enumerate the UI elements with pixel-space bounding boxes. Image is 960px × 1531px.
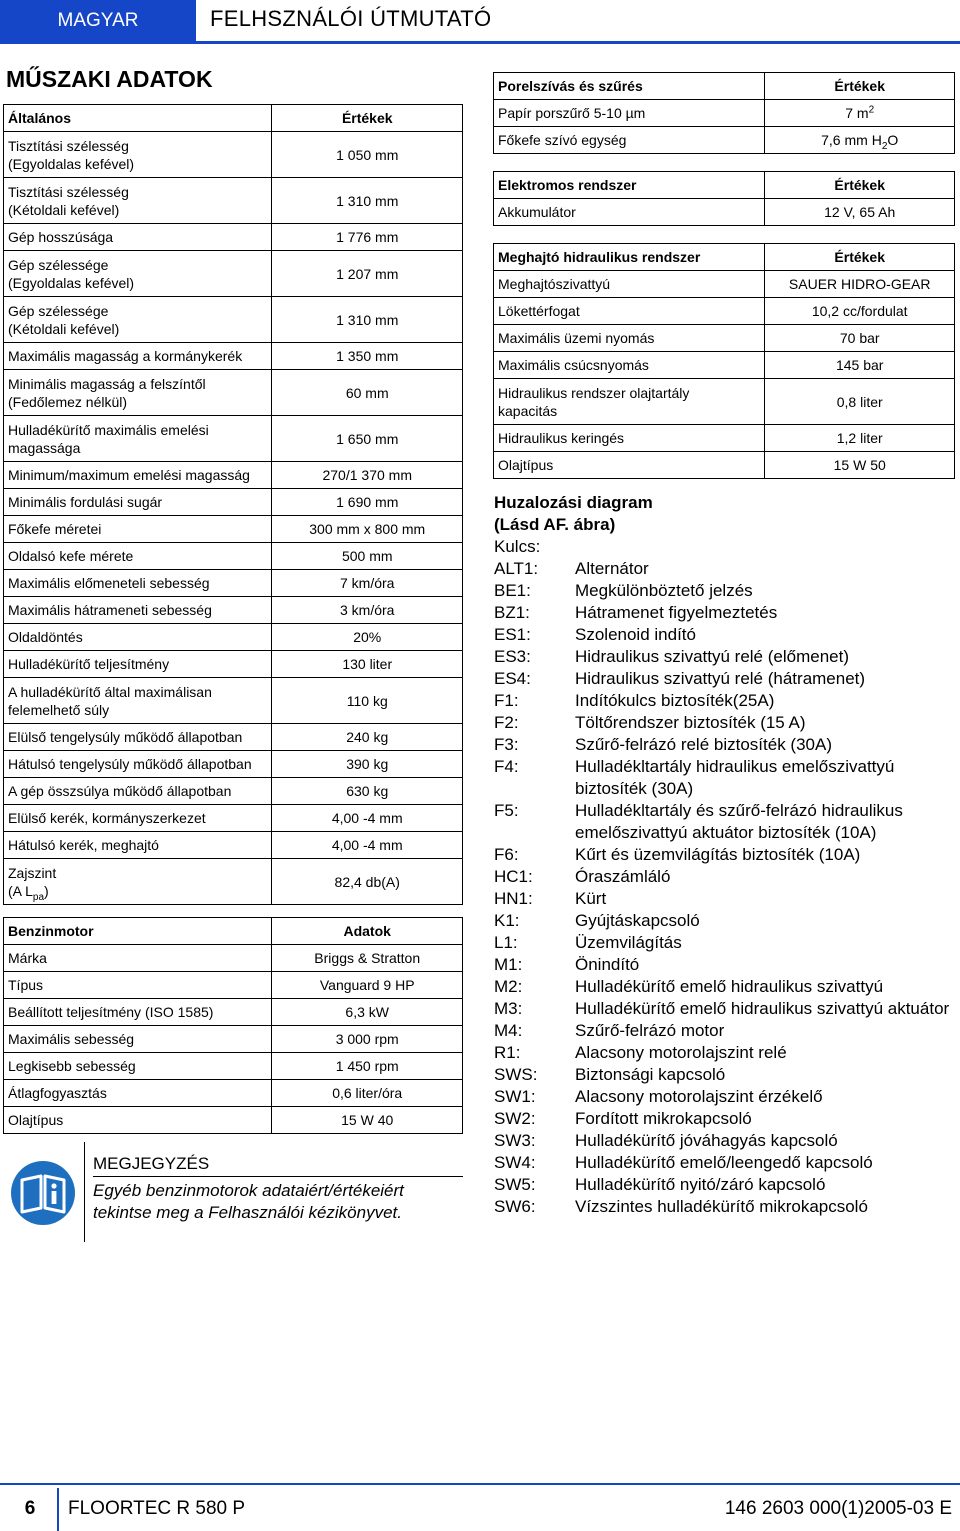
footer-separator <box>57 1488 59 1531</box>
row-label: A gép összsúlya működő állapotban <box>4 778 272 805</box>
legend-description: Óraszámláló <box>575 867 671 886</box>
row-value: 20% <box>272 624 463 651</box>
legend-item <box>494 910 954 932</box>
row-value: 110 kg <box>272 678 463 724</box>
row-label <box>4 251 272 297</box>
legend-code: SW2: <box>494 1109 536 1128</box>
table-row <box>4 972 463 999</box>
row-label: Elülső kerék, kormányszerkezet <box>4 805 272 832</box>
row-value: 240 kg <box>272 724 463 751</box>
wiring-key-label: Kulcs: <box>494 537 541 556</box>
legend-item <box>494 932 954 954</box>
table-row <box>4 516 463 543</box>
table-row <box>494 352 955 379</box>
legend-code: M4: <box>494 1021 523 1040</box>
row-value: 0,6 liter/óra <box>272 1080 463 1107</box>
legend-item <box>494 1064 954 1086</box>
row-value: 1 050 mm <box>272 132 463 178</box>
table-row <box>4 251 463 297</box>
table-row <box>4 805 463 832</box>
legend-item <box>494 602 954 624</box>
row-label <box>4 132 272 178</box>
table-row <box>4 999 463 1026</box>
legend-description: Hulladékürítő emelő hidraulikus szivattyú <box>575 977 884 996</box>
row-label: Zajszint (A $L_{pa}$) <box>4 859 272 905</box>
table-row <box>4 724 463 751</box>
legend-code: ALT1: <box>494 559 539 578</box>
table-row <box>4 343 463 370</box>
row-value: 1,2 liter <box>765 425 955 452</box>
label-line-2: felemelhető súly <box>8 701 110 718</box>
legend-description: Hidraulikus szivattyú relé (hátramenet) <box>575 669 866 688</box>
label-line-2: (Egyoldalas kefével) <box>8 274 135 291</box>
legend-code: HC1: <box>494 867 533 886</box>
row-value: 145 bar <box>765 352 955 379</box>
row-label: Olajtípus <box>4 1107 272 1134</box>
table-row <box>4 1080 463 1107</box>
row-value: 390 kg <box>272 751 463 778</box>
legend-code: M3: <box>494 999 523 1018</box>
table-row <box>4 416 463 462</box>
row-label: Átlagfogyasztás <box>4 1080 272 1107</box>
header-label: Elektromos rendszer <box>494 172 765 199</box>
legend-code: HN1: <box>494 889 533 908</box>
legend-description: Hulladékürítő nyitó/záró kapcsoló <box>575 1175 826 1194</box>
legend-code: SW1: <box>494 1087 536 1106</box>
legend-description: Töltőrendszer biztosíték (15 A) <box>575 713 806 732</box>
legend-description: Vízszintes hulladékürítő mikrokapcsoló <box>575 1197 868 1216</box>
dust-header-label: Porelszívás és szűrés <box>494 73 765 100</box>
legend-description: Hulladékltartály és szűrő-felrázó hidraulikus emelőszivattyú aktuátor biztosíték (10A) <box>575 801 903 842</box>
row-value: 7 $m^2$ <box>765 100 955 127</box>
row-label: Papír porszűrő 5-10 µm <box>494 100 765 127</box>
legend-description: Hulladékürítő jóváhagyás kapcsoló <box>575 1131 838 1150</box>
legend-description: Hátramenet figyelmeztetés <box>575 603 778 622</box>
label-line-1: Gép szélessége <box>8 256 109 273</box>
table-row <box>4 297 463 343</box>
row-value: SAUER HIDRO-GEAR <box>765 271 955 298</box>
legend-item <box>494 624 954 646</box>
noise-row <box>4 859 463 905</box>
row-label: Maximális sebesség <box>4 1026 272 1053</box>
table-row <box>4 224 463 251</box>
note-title: MEGJEGYZÉS <box>93 1154 210 1173</box>
row-label <box>4 297 272 343</box>
row-value: Briggs & Stratton <box>272 945 463 972</box>
legend-description: Hidraulikus szivattyú relé (előmenet) <box>575 647 849 666</box>
note-divider <box>93 1176 463 1177</box>
legend-code: M2: <box>494 977 523 996</box>
table-header-row <box>4 918 463 945</box>
legend-description: Fordított mikrokapcsoló <box>575 1109 752 1128</box>
table-row <box>4 132 463 178</box>
legend-description: Biztonsági kapcsoló <box>575 1065 726 1084</box>
legend-item <box>494 1130 954 1152</box>
row-value: 500 mm <box>272 543 463 570</box>
legend-code: SWS: <box>494 1065 538 1084</box>
legend-item <box>494 1086 954 1108</box>
label-line-2: kapacitás <box>498 402 558 419</box>
legend-description: Megkülönböztető jelzés <box>575 581 753 600</box>
legend-item <box>494 1108 954 1130</box>
legend-description: Szűrő-felrázó relé biztosíték (30A) <box>575 735 832 754</box>
row-value: 4,00 -4 mm <box>272 805 463 832</box>
row-label <box>4 370 272 416</box>
row-label: Hátulsó tengelysúly működő állapotban <box>4 751 272 778</box>
row-value: 15 W 40 <box>272 1107 463 1134</box>
label-line-2: (Fedőlemez nélkül) <box>8 393 128 410</box>
row-label: Lökettérfogat <box>494 298 765 325</box>
manual-title: FELHSZNÁLÓI ÚTMUTATÓ <box>210 6 492 31</box>
legend-item <box>494 1152 954 1174</box>
note-line-2: tekintse meg a Felhasználói kézikönyvet. <box>93 1203 402 1222</box>
row-label: Maximális üzemi nyomás <box>494 325 765 352</box>
label-line-2: magassága <box>8 439 81 456</box>
table-row <box>494 271 955 298</box>
legend-description: Alternátor <box>575 559 649 578</box>
legend-item <box>494 866 954 888</box>
table-row <box>4 651 463 678</box>
legend-item <box>494 1020 954 1042</box>
table-header-row <box>4 105 463 132</box>
row-value: 3 000 rpm <box>272 1026 463 1053</box>
manual-info-icon <box>10 1160 76 1226</box>
row-value: 1 310 mm <box>272 297 463 343</box>
table-row <box>4 678 463 724</box>
row-value: 1 776 mm <box>272 224 463 251</box>
legend-description: Alacsony motorolajszint relé <box>575 1043 787 1062</box>
row-label: Hidraulikus keringés <box>494 425 765 452</box>
document-code: 146 2603 000(1)2005-03 E <box>724 1498 952 1519</box>
row-label <box>4 678 272 724</box>
row-value: 7,6 mm $H_2O$ <box>765 127 955 154</box>
note-box <box>84 1142 465 1242</box>
model-name: FLOORTEC R 580 P <box>68 1498 246 1519</box>
table-row <box>4 543 463 570</box>
label-line-2: (Kétoldali kefével) <box>8 320 120 337</box>
legend-item <box>494 558 954 580</box>
legend-code: ES4: <box>494 669 531 688</box>
legend-item <box>494 954 954 976</box>
dust-header-row <box>494 73 955 100</box>
legend-item <box>494 756 954 800</box>
row-label: Maximális csúcsnyomás <box>494 352 765 379</box>
table-row <box>4 570 463 597</box>
row-label: Hátulsó kerék, meghajtó <box>4 832 272 859</box>
language-tab: MAGYAR <box>0 0 196 41</box>
table-row <box>4 462 463 489</box>
general-specs-table <box>3 104 463 905</box>
table-row <box>494 325 955 352</box>
section-title: MŰSZAKI ADATOK <box>6 66 213 92</box>
legend-description: Kűrt és üzemvilágítás biztosíték (10A) <box>575 845 861 864</box>
hydraulic-table <box>493 243 955 479</box>
table-row <box>494 100 955 127</box>
row-label: Maximális előmeneteli sebesség <box>4 570 272 597</box>
legend-code: F1: <box>494 691 519 710</box>
label-line-1: Tisztítási szélesség <box>8 183 129 200</box>
label-line-2: (Egyoldalas kefével) <box>8 155 135 172</box>
dust-header-value: Értékek <box>765 73 955 100</box>
row-value: Vanguard 9 HP <box>272 972 463 999</box>
row-value: 60 mm <box>272 370 463 416</box>
legend-code: F2: <box>494 713 519 732</box>
row-value: 0,8 liter <box>765 379 955 425</box>
table-row <box>494 425 955 452</box>
label-line-1: Gép szélessége <box>8 302 109 319</box>
row-value: 4,00 -4 mm <box>272 832 463 859</box>
row-label: Maximális hátrameneti sebesség <box>4 597 272 624</box>
table-row <box>494 379 955 425</box>
legend-description: Hulladékürítő emelő/leengedő kapcsoló <box>575 1153 873 1172</box>
legend-item <box>494 844 954 866</box>
legend-code: SW4: <box>494 1153 536 1172</box>
row-label <box>4 416 272 462</box>
header-value: Értékek <box>272 105 463 132</box>
header-value: Értékek <box>765 244 955 271</box>
legend-item <box>494 976 954 998</box>
legend-item <box>494 712 954 734</box>
row-value: 3 km/óra <box>272 597 463 624</box>
legend-item <box>494 734 954 756</box>
row-value: 1 690 mm <box>272 489 463 516</box>
table-row <box>4 945 463 972</box>
legend-code: BZ1: <box>494 603 530 622</box>
legend-code: L1: <box>494 933 518 952</box>
header-label: Meghajtó hidraulikus rendszer <box>494 244 765 271</box>
row-label: Elülső tengelysúly működő állapotban <box>4 724 272 751</box>
table-row <box>494 199 955 226</box>
header-value: Adatok <box>272 918 463 945</box>
table-row <box>4 1053 463 1080</box>
legend-description: Alacsony motorolajszint érzékelő <box>575 1087 823 1106</box>
row-value: 1 450 rpm <box>272 1053 463 1080</box>
table-row <box>4 832 463 859</box>
legend-code: BE1: <box>494 581 531 600</box>
wiring-list <box>494 558 954 1218</box>
row-label: Meghajtószivattyú <box>494 271 765 298</box>
header-value: Értékek <box>765 172 955 199</box>
dust-filter-table <box>493 72 955 154</box>
table-row <box>4 1107 463 1134</box>
legend-item <box>494 998 954 1020</box>
legend-item <box>494 888 954 910</box>
page-number: 6 <box>24 1498 36 1519</box>
legend-code: F3: <box>494 735 519 754</box>
legend-description: Üzemvilágítás <box>575 933 682 952</box>
legend-item <box>494 1174 954 1196</box>
label-line-1: Tisztítási szélesség <box>8 137 129 154</box>
legend-code: F4: <box>494 757 519 776</box>
legend-code: SW6: <box>494 1197 536 1216</box>
table-row <box>4 1026 463 1053</box>
row-value: 6,3 kW <box>272 999 463 1026</box>
label-line-1: Hidraulikus rendszer olajtartály <box>498 384 690 401</box>
table-row <box>4 489 463 516</box>
row-value: 7 km/óra <box>272 570 463 597</box>
engine-specs-table <box>3 917 463 1134</box>
row-value: 630 kg <box>272 778 463 805</box>
row-label <box>4 178 272 224</box>
row-label: Oldaldöntés <box>4 624 272 651</box>
legend-item <box>494 800 954 844</box>
row-label: Hulladékürítő teljesítmény <box>4 651 272 678</box>
legend-description: Hulladékürítő emelő hidraulikus szivattyú aktuátor <box>575 999 950 1018</box>
row-value: 1 310 mm <box>272 178 463 224</box>
note-line-1: Egyéb benzinmotorok adataiért/értékeiért <box>93 1181 404 1200</box>
legend-description: Kürt <box>575 889 607 908</box>
legend-item <box>494 1196 954 1218</box>
wiring-legend <box>494 492 954 1218</box>
legend-description: Indítókulcs biztosíték(25A) <box>575 691 775 710</box>
table-row <box>494 127 955 154</box>
row-label: Olajtípus <box>494 452 765 479</box>
legend-code: F6: <box>494 845 519 864</box>
row-label: Oldalsó kefe mérete <box>4 543 272 570</box>
legend-code: SW3: <box>494 1131 536 1150</box>
row-value: 1 207 mm <box>272 251 463 297</box>
row-label: Márka <box>4 945 272 972</box>
header-label: Benzinmotor <box>4 918 272 945</box>
row-value: 70 bar <box>765 325 955 352</box>
row-value: 300 mm x 800 mm <box>272 516 463 543</box>
row-label: Gép hosszúsága <box>4 224 272 251</box>
legend-description: Szűrő-felrázó motor <box>575 1021 725 1040</box>
legend-code: K1: <box>494 911 520 930</box>
row-value: 130 liter <box>272 651 463 678</box>
table-header-row <box>494 172 955 199</box>
row-value: 1 350 mm <box>272 343 463 370</box>
note-text <box>93 1180 404 1224</box>
legend-item <box>494 1042 954 1064</box>
legend-item <box>494 646 954 668</box>
label-line-2: (Kétoldali kefével) <box>8 201 120 218</box>
legend-item <box>494 690 954 712</box>
wiring-reference: (Lásd AF. ábra) <box>494 515 616 534</box>
electric-table <box>493 171 955 226</box>
legend-code: M1: <box>494 955 523 974</box>
row-label: Akkumulátor <box>494 199 765 226</box>
row-value: 10,2 cc/fordulat <box>765 298 955 325</box>
table-row <box>4 751 463 778</box>
row-value: 15 W 50 <box>765 452 955 479</box>
row-value: 1 650 mm <box>272 416 463 462</box>
row-value: 12 V, 65 Ah <box>765 199 955 226</box>
table-row <box>4 778 463 805</box>
table-row <box>4 624 463 651</box>
table-row <box>4 370 463 416</box>
legend-code: R1: <box>494 1043 521 1062</box>
legend-description: Gyújtáskapcsoló <box>575 911 700 930</box>
row-label: Beállított teljesítmény (ISO 1585) <box>4 999 272 1026</box>
footer-divider <box>0 1483 960 1485</box>
table-row <box>4 178 463 224</box>
row-value: 270/1 370 mm <box>272 462 463 489</box>
legend-item <box>494 580 954 602</box>
row-label: Főkefe szívó egység <box>494 127 765 154</box>
row-label: Minimális fordulási sugár <box>4 489 272 516</box>
legend-code: ES3: <box>494 647 531 666</box>
row-label <box>494 379 765 425</box>
table-row <box>4 597 463 624</box>
row-label: Legkisebb sebesség <box>4 1053 272 1080</box>
row-label: Típus <box>4 972 272 999</box>
legend-code: SW5: <box>494 1175 536 1194</box>
legend-code: ES1: <box>494 625 531 644</box>
label-line-1: Hulladékürítő maximális emelési <box>8 421 209 438</box>
header-label: Általános <box>4 105 272 132</box>
legend-description: Szolenoid indító <box>575 625 696 644</box>
legend-description: Hulladékltartály hidraulikus emelőszivattyú biztosíték (30A) <box>575 757 895 798</box>
row-value: 82,4 db(A) <box>272 859 463 905</box>
label-line-1: Minimális magasság a felszíntől <box>8 375 206 392</box>
header-divider <box>0 41 960 44</box>
row-label: Főkefe méretei <box>4 516 272 543</box>
label-line-1: A hulladékürítő által maximálisan <box>8 683 212 700</box>
legend-item <box>494 668 954 690</box>
legend-code: F5: <box>494 801 519 820</box>
table-row <box>494 452 955 479</box>
table-row <box>494 298 955 325</box>
row-label: Minimum/maximum emelési magasság <box>4 462 272 489</box>
wiring-title: Huzalozási diagram <box>494 493 653 512</box>
row-label: Maximális magasság a kormánykerék <box>4 343 272 370</box>
table-header-row <box>494 244 955 271</box>
legend-description: Önindító <box>575 955 640 974</box>
